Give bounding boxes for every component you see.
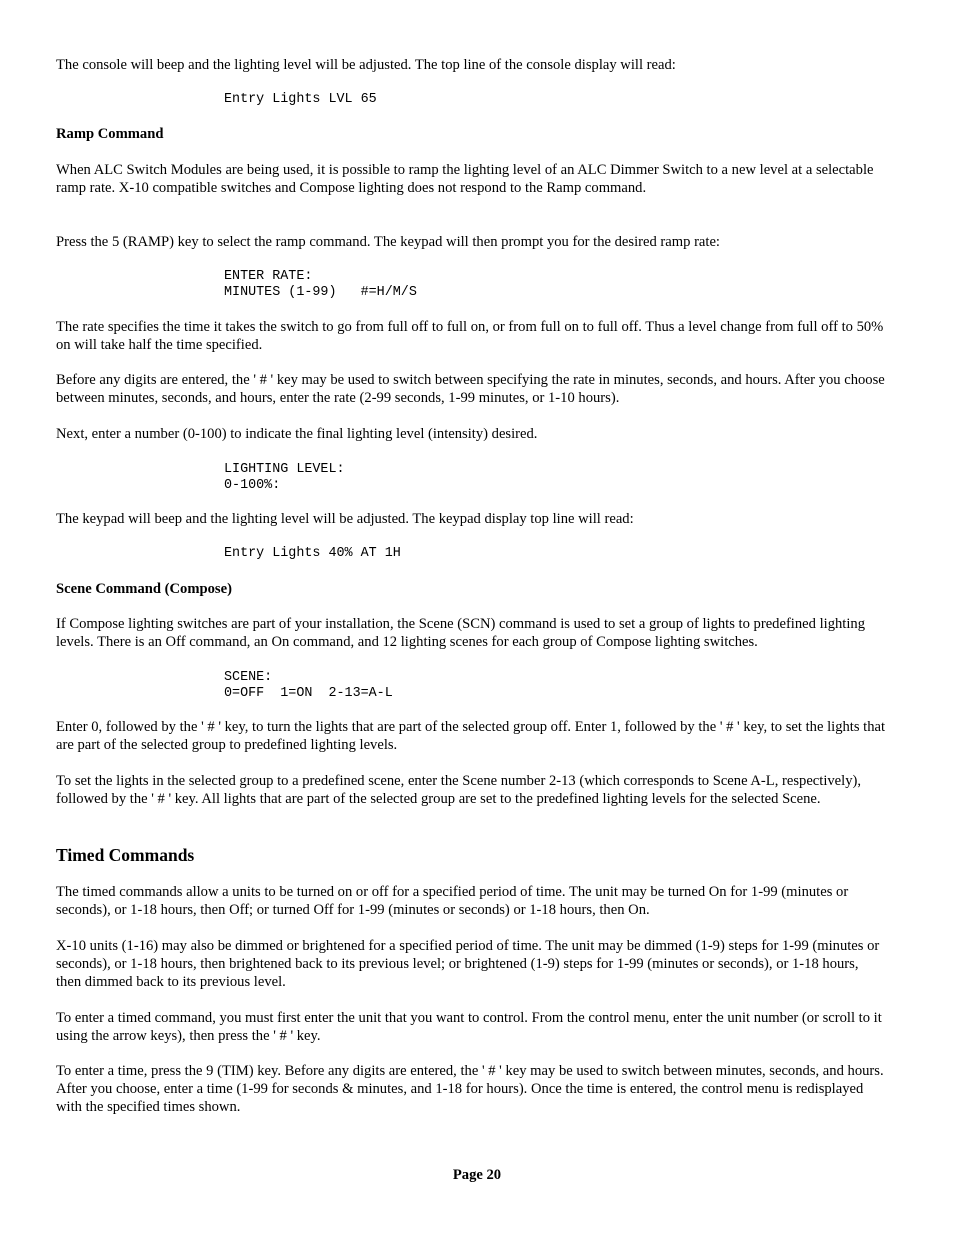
paragraph-next-enter-number: Next, enter a number (0-100) to indicate the final lighting level (intensity) desired. (56, 426, 538, 442)
paragraph-ramp-intro: When ALC Switch Modules are being used, it is possible to ramp the lighting level of an ALC Dimmer Switch to a new level at a selectable ramp rate. X-10 compatible switches and Compose lighting does not respond to the Ramp command. (56, 162, 874, 196)
display-text-lighting-level: LIGHTING LEVEL: (224, 462, 345, 477)
heading-timed-commands: Timed Commands (56, 845, 195, 865)
paragraph-scene-intro: If Compose lighting switches are part of your installation, the Scene (SCN) command is used to set a group of lights to predefined lighting levels. There is an Off command, an On command, and 12 lighting scenes for each group of Compose lighting switches. (56, 616, 865, 650)
display-text-entry-lights-lvl: Entry Lights LVL 65 (224, 92, 377, 107)
display-text-scene: SCENE: (224, 670, 273, 685)
display-text-entry-lights-at: Entry Lights 40% AT 1H (224, 546, 401, 561)
page-number: Page 20 (452, 1167, 502, 1183)
display-text-percent: 0-100%: (224, 478, 281, 493)
paragraph-rate-specifies: The rate specifies the time it takes the switch to go from full off to full on, or from full on to full off. Thus a level change from full off to 50% on will take half the time specified. (56, 319, 884, 353)
paragraph-timed-intro: The timed commands allow a units to be turned on or off for a specified period of time. The unit may be turned On for 1-99 (minutes or seconds), or 1-18 hours, then Off; or turned Off for 1-99 (minutes or seconds) or 1-18 hours, then On. (56, 884, 849, 918)
paragraph-enter-timed: To enter a timed command, you must first enter the unit that you want to control. From the control menu, enter the unit number (or scroll to it using the arrow keys), then press the ' # ' key. (56, 1010, 882, 1044)
paragraph-keypad-beep: The keypad will beep and the lighting level will be adjusted. The keypad display top line will read: (56, 511, 634, 527)
heading-ramp-command: Ramp Command (56, 126, 164, 142)
paragraph-enter-time: To enter a time, press the 9 (TIM) key. Before any digits are entered, the ' # ' key may be used to switch between minutes, seconds, and hours. After you choose, enter a time (1-99 for seconds & minutes, and 1-18 for hours). Once the time is entered, the control menu is redisplayed with the specified times shown. (56, 1063, 884, 1115)
paragraph-set-scene: To set the lights in the selected group to a predefined scene, enter the Scene number 2-13 (which corresponds to Scene A-L, respectively), followed by the ' # ' key. All lights that are part of the selected group are set to the predefined lighting levels for the selected Scene. (56, 773, 862, 807)
display-text-enter-rate: ENTER RATE: (224, 269, 313, 284)
display-text-scene-options: 0=OFF 1=ON 2-13=A-L (224, 686, 393, 701)
heading-scene-command: Scene Command (Compose) (56, 581, 232, 597)
paragraph-x10-dimmed: X-10 units (1-16) may also be dimmed or brightened for a specified period of time. The unit may be dimmed (1-9) steps for 1-99 (minutes or seconds), or 1-18 hours, then brightened back to its previous level; or brightened (1-9) steps for 1-99 (minutes or seconds), or 1-18 hours, then dimmed back to its previous level. (56, 938, 880, 990)
paragraph-enter-zero: Enter 0, followed by the ' # ' key, to turn the lights that are part of the selected group off. Enter 1, followed by the ' # ' key, to set the lights that are part of the selected group to predefined lighting levels. (56, 719, 886, 753)
paragraph-press-ramp-key: Press the 5 (RAMP) key to select the ramp command. The keypad will then prompt you for the desired ramp rate: (56, 234, 720, 250)
paragraph-console-beep: The console will beep and the lighting level will be adjusted. The top line of the console display will read: (56, 57, 676, 73)
display-text-minutes: MINUTES (1-99) #=H/M/S (224, 285, 417, 300)
paragraph-before-digits: Before any digits are entered, the ' # ' key may be used to switch between specifying the rate in minutes, seconds, and hours. After you choose between minutes, seconds, and hours, enter the rate (2-99 seconds, 1-99 minutes, or 1-10 hours). (56, 372, 885, 406)
